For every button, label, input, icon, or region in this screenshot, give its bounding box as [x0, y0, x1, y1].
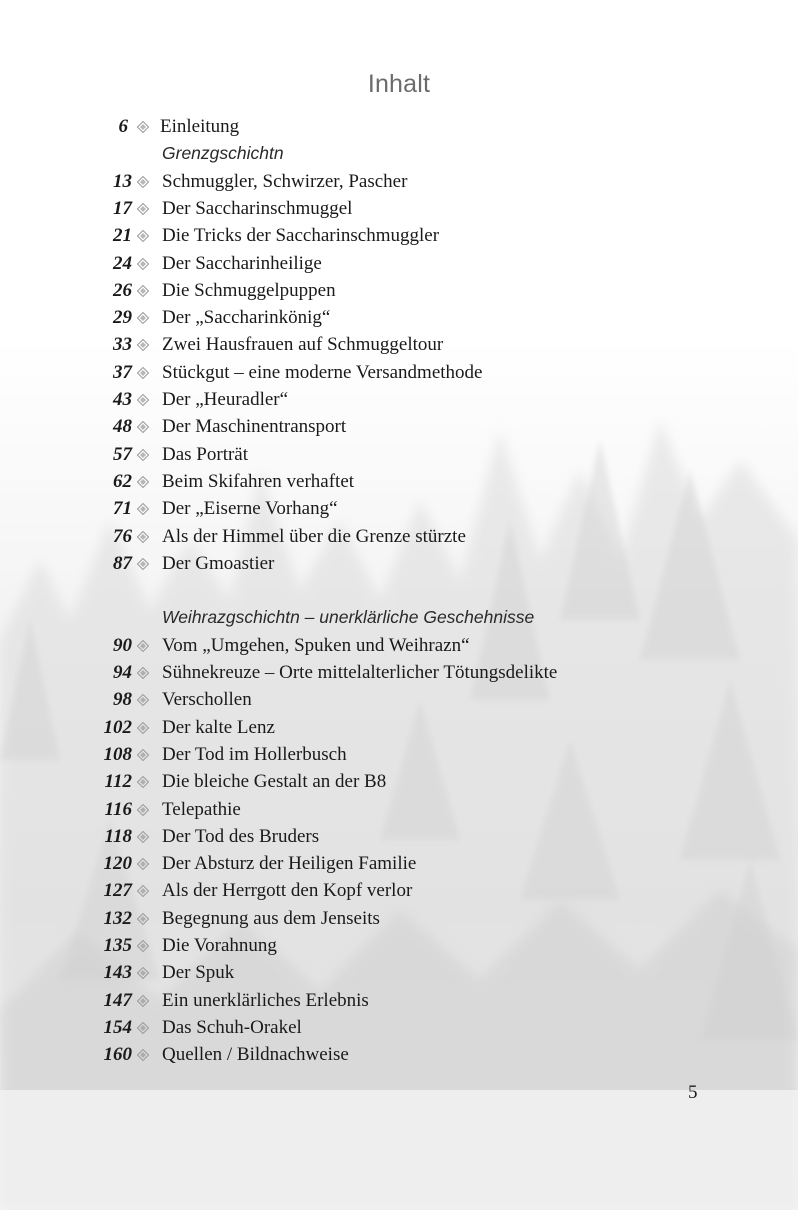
toc-page-number: 112 [104, 771, 132, 793]
toc-entry-title: Der Tod des Bruders [162, 825, 320, 847]
toc-entry [0, 1015, 798, 1041]
toc-entry [0, 797, 798, 823]
toc-page-number: 48 [113, 416, 132, 438]
toc-entry [0, 196, 798, 222]
toc-entry-title: Vom „Umgehen, Spuken und Weihrazn“ [162, 634, 470, 656]
toc-entry-title: Verschollen [162, 689, 252, 711]
toc-entry [0, 824, 798, 850]
toc-entry [0, 469, 798, 495]
toc-entry-title: Die Vorahnung [162, 935, 277, 956]
toc-page-number: 116 [104, 798, 132, 820]
toc-entry [0, 988, 798, 1014]
toc-entry-title: Als der Himmel über die Grenze stürzte [162, 525, 466, 547]
toc-entry [0, 933, 798, 959]
toc-entry [0, 332, 798, 358]
toc-entry [0, 360, 798, 386]
toc-entry [0, 496, 798, 522]
toc-page-number: 108 [103, 743, 132, 765]
diamond-bullet-icon [137, 749, 149, 761]
toc-page-number: 160 [103, 1044, 132, 1066]
toc-entry-title: Als der Herrgott den Kopf verlor [162, 880, 413, 902]
diamond-bullet-icon [137, 804, 149, 816]
diamond-bullet-icon [137, 531, 149, 543]
toc-page-number: 102 [103, 716, 132, 738]
toc-entry-title: Die Tricks der Saccharinschmuggler [162, 225, 440, 247]
toc-entry-title: Der Spuk [162, 962, 235, 984]
diamond-bullet-icon [137, 230, 149, 242]
toc-entry-title: Telepathie [162, 798, 241, 820]
toc-page-number: 37 [113, 361, 132, 383]
diamond-bullet-icon [137, 1049, 149, 1061]
toc-page-number: 24 [113, 252, 132, 274]
diamond-bullet-icon [137, 121, 149, 133]
diamond-bullet-icon [137, 339, 149, 351]
toc-entry-title: Ein unerklärliches Erlebnis [162, 989, 369, 1011]
toc-entry-title: Der „Eiserne Vorhang“ [162, 498, 338, 520]
toc-entry-title: Der Absturz der Heiligen Familie [162, 853, 417, 875]
toc-entry-title: Der kalte Lenz [162, 716, 275, 738]
toc-page-number: 98 [113, 689, 132, 711]
toc-page-number: 29 [113, 307, 132, 329]
toc-entry-title: Der Gmoastier [162, 552, 275, 574]
toc-entry [0, 906, 798, 932]
diamond-bullet-icon [137, 476, 149, 488]
toc-page-number: 62 [113, 470, 132, 492]
toc-page-number: 13 [113, 170, 132, 192]
diamond-bullet-icon [137, 940, 149, 952]
diamond-bullet-icon [137, 394, 149, 406]
toc-entry-title: Einleitung [160, 116, 240, 137]
toc-entry [0, 769, 798, 795]
toc-entry [0, 660, 798, 686]
toc-entry-title: Quellen / Bildnachweise [162, 1044, 349, 1066]
toc-entry [0, 960, 798, 986]
toc-page-number: 143 [103, 962, 132, 984]
diamond-bullet-icon [137, 176, 149, 188]
toc-entry-title: Begegnung aus dem Jenseits [162, 907, 380, 929]
diamond-bullet-icon [137, 1022, 149, 1034]
toc-page-number: 57 [113, 443, 132, 465]
toc-page-number: 90 [113, 634, 132, 656]
toc-page-number: 154 [103, 1016, 132, 1038]
toc-entry-title: Schmuggler, Schwirzer, Pascher [162, 170, 408, 192]
toc-entry [0, 551, 798, 577]
diamond-bullet-icon [137, 967, 149, 979]
toc-entry-title: Der „Saccharinkönig“ [162, 307, 331, 329]
toc-page-number: 26 [113, 279, 132, 301]
page-number: 5 [688, 1082, 698, 1103]
section-heading: Weihrazgschichtn – unerklärliche Geschehnisse [162, 607, 535, 628]
page-title: Inhalt [367, 70, 431, 98]
diamond-bullet-icon [137, 831, 149, 843]
toc-page-number: 120 [103, 853, 132, 875]
toc-entry-title: Zwei Hausfrauen auf Schmuggeltour [162, 334, 444, 356]
toc-entry [0, 687, 798, 713]
diamond-bullet-icon [137, 913, 149, 925]
toc-entry-title: Das Schuh-Orakel [162, 1016, 302, 1038]
diamond-bullet-icon [137, 558, 149, 570]
toc-entry [0, 169, 798, 195]
toc-entry [0, 715, 798, 741]
toc-entry [0, 742, 798, 768]
toc-page-number: 127 [103, 880, 132, 902]
toc-entry [0, 442, 798, 468]
toc-page-number: 118 [104, 825, 132, 847]
diamond-bullet-icon [137, 722, 149, 734]
diamond-bullet-icon [137, 776, 149, 788]
toc-page-number: 132 [103, 907, 132, 929]
toc-page-number: 76 [113, 525, 132, 547]
toc-entry [0, 878, 798, 904]
toc-entry-title: Sühnekreuze – Orte mittelalterlicher Tötungsdelikte [162, 662, 558, 683]
toc-page-number: 17 [113, 197, 132, 219]
toc-entry-title: Der Saccharinschmuggel [162, 197, 353, 219]
diamond-bullet-icon [137, 449, 149, 461]
toc-entry-title: Der Tod im Hollerbusch [162, 743, 347, 765]
diamond-bullet-icon [137, 285, 149, 297]
diamond-bullet-icon [137, 367, 149, 379]
toc-entry [0, 633, 798, 659]
toc-entry-title: Der Maschinentransport [162, 416, 347, 438]
toc-page-number: 71 [113, 498, 132, 520]
toc-page-number: 135 [103, 935, 132, 956]
toc-entry-title: Die Schmuggelpuppen [162, 279, 336, 301]
toc-entry [0, 251, 798, 277]
diamond-bullet-icon [137, 640, 149, 652]
toc-entry-title: Beim Skifahren verhaftet [162, 470, 355, 492]
diamond-bullet-icon [137, 858, 149, 870]
toc-entry [0, 305, 798, 331]
toc-entry [0, 414, 798, 440]
toc-entry [0, 223, 798, 249]
toc-entry-title: Die bleiche Gestalt an der B8 [162, 771, 387, 793]
diamond-bullet-icon [137, 995, 149, 1007]
toc-page-number: 87 [113, 552, 132, 574]
toc-page-number: 21 [113, 225, 132, 247]
diamond-bullet-icon [137, 421, 149, 433]
toc-page-number: 6 [118, 116, 128, 137]
diamond-bullet-icon [137, 667, 149, 679]
toc-entry [0, 1042, 798, 1068]
toc-entry-title: Der „Heuradler“ [162, 389, 289, 410]
diamond-bullet-icon [137, 694, 149, 706]
diamond-bullet-icon [137, 885, 149, 897]
toc-page-number: 43 [113, 389, 132, 410]
toc-entry-title: Das Porträt [162, 443, 249, 465]
toc-page-number: 147 [103, 989, 132, 1011]
toc-entry [0, 114, 798, 140]
toc-page-number: 94 [113, 662, 132, 683]
diamond-bullet-icon [137, 203, 149, 215]
toc-entry [0, 278, 798, 304]
toc-entry [0, 851, 798, 877]
diamond-bullet-icon [137, 312, 149, 324]
diamond-bullet-icon [137, 258, 149, 270]
diamond-bullet-icon [137, 503, 149, 515]
toc-entry [0, 387, 798, 413]
toc-entry [0, 524, 798, 550]
toc-page-number: 33 [113, 334, 132, 356]
toc-entry-title: Der Saccharinheilige [162, 252, 322, 274]
toc-entry-title: Stückgut – eine moderne Versandmethode [162, 361, 483, 383]
section-heading: Grenzgschichtn [162, 143, 284, 164]
